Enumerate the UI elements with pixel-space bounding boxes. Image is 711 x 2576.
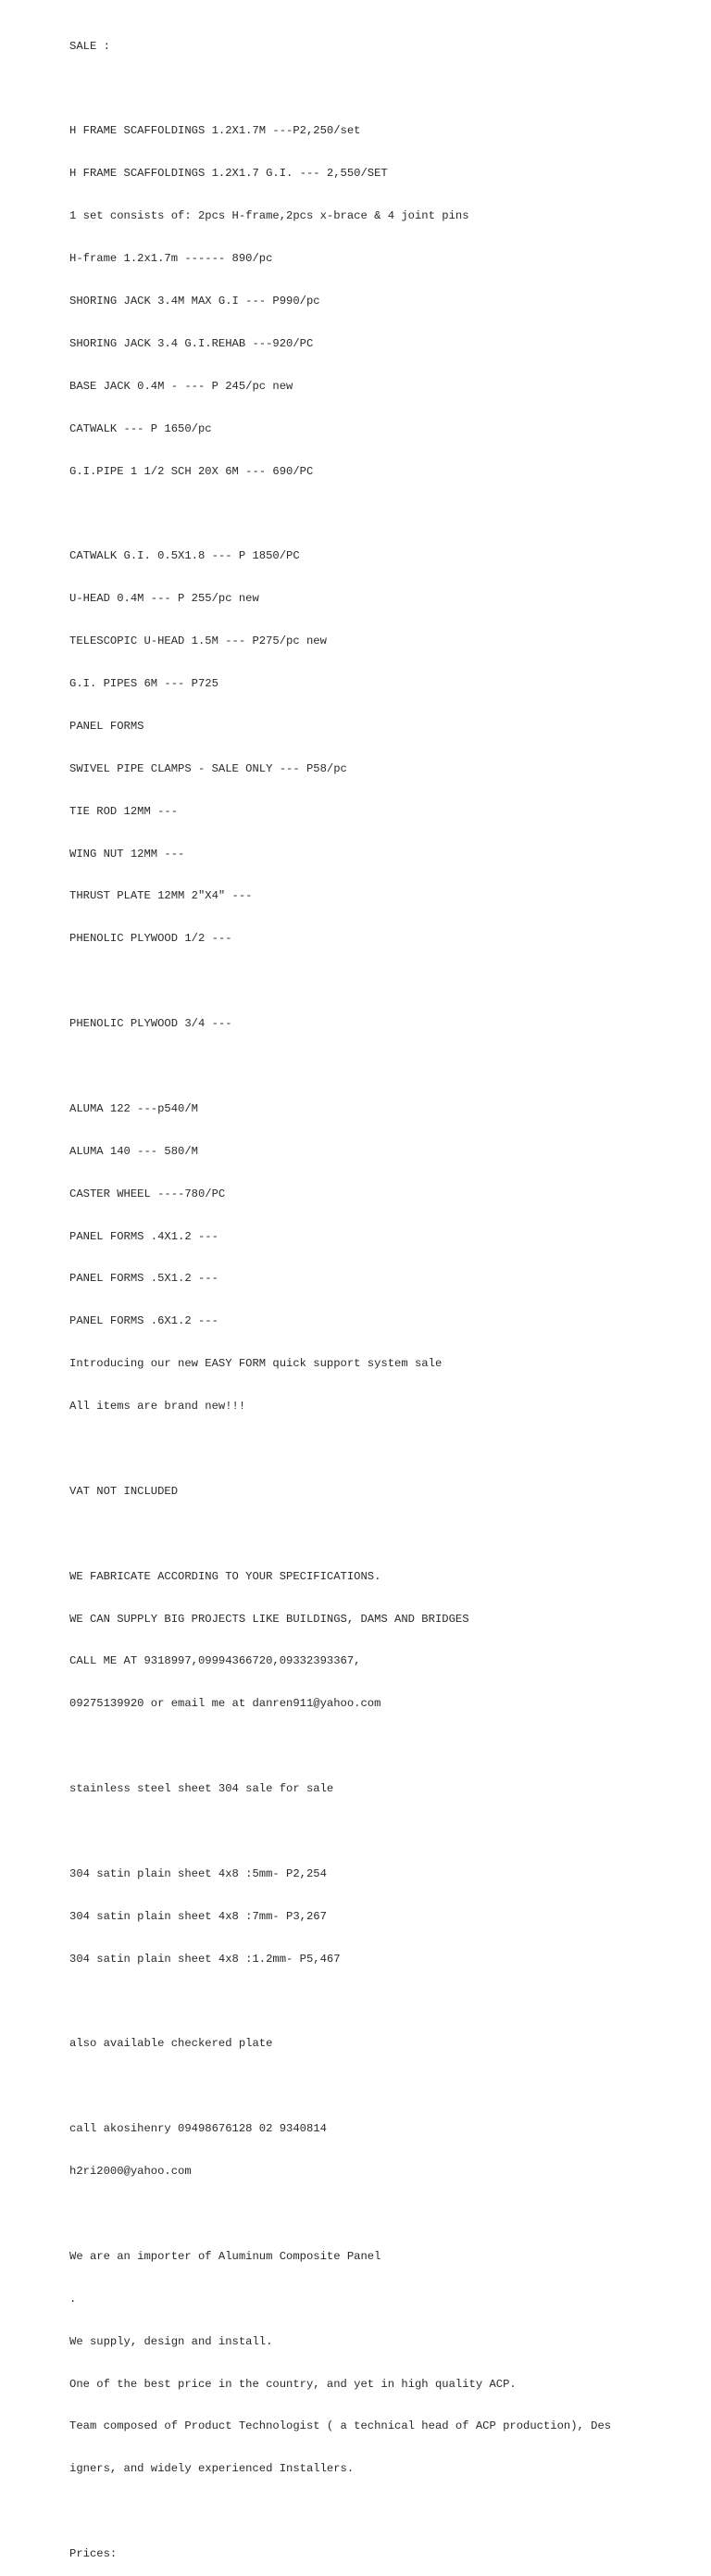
text-line: PHENOLIC PLYWOOD 3/4 ---	[69, 1017, 232, 1031]
text-line: H FRAME SCAFFOLDINGS 1.2X1.7 G.I. --- 2,550/SET	[69, 167, 388, 181]
blank-line	[69, 2505, 690, 2519]
text-line: PANEL FORMS	[69, 719, 144, 733]
text-line: BASE JACK 0.4M - --- P 245/pc new	[69, 379, 293, 393]
text-line: .	[69, 2292, 77, 2306]
text-line: 304 satin plain sheet 4x8 :5mm- P2,254	[69, 1866, 327, 1880]
text-line: SALE :	[69, 39, 110, 53]
text-line: CATWALK --- P 1650/pc	[69, 421, 212, 435]
text-line: SHORING JACK 3.4 G.I.REHAB ---920/PC	[69, 336, 314, 350]
blank-line	[69, 1442, 690, 1456]
text-line: We supply, design and install.	[69, 2334, 273, 2348]
text-line: also available checkered plate	[69, 2037, 273, 2051]
text-line: WE CAN SUPPLY BIG PROJECTS LIKE BUILDINGS, DAMS AND BRIDGES	[69, 1612, 469, 1626]
blank-line	[69, 507, 690, 521]
blank-line	[69, 1995, 690, 2009]
text-line: 09275139920 or email me at danren911@yahoo.com	[69, 1697, 381, 1711]
text-line: CATWALK G.I. 0.5X1.8 --- P 1850/PC	[69, 549, 300, 563]
text-line: CASTER WHEEL ----780/PC	[69, 1187, 226, 1200]
text-line: 304 satin plain sheet 4x8 :7mm- P3,267	[69, 1909, 327, 1923]
text-line: SHORING JACK 3.4M MAX G.I --- P990/pc	[69, 294, 320, 308]
text-line: 1 set consists of: 2pcs H-frame,2pcs x-brace & 4 joint pins	[69, 209, 469, 223]
text-line: PANEL FORMS .4X1.2 ---	[69, 1229, 218, 1243]
blank-line	[69, 2080, 690, 2093]
text-line: 304 satin plain sheet 4x8 :1.2mm- P5,467	[69, 1952, 341, 1966]
text-line: H-frame 1.2x1.7m ------ 890/pc	[69, 252, 273, 266]
text-line: PANEL FORMS .6X1.2 ---	[69, 1314, 218, 1328]
blank-line	[69, 1527, 690, 1541]
text-line: VAT NOT INCLUDED	[69, 1484, 179, 1498]
text-line: G.I. PIPES 6M --- P725	[69, 676, 218, 690]
text-line: h2ri2000@yahoo.com	[69, 2165, 192, 2179]
text-line: We are an importer of Aluminum Composite Panel	[69, 2249, 381, 2263]
text-line: Team composed of Product Technologist ( a technical head of ACP production), Des	[69, 2419, 612, 2433]
text-line: G.I.PIPE 1 1/2 SCH 20X 6M --- 690/PC	[69, 464, 314, 478]
text-line: Prices:	[69, 2547, 118, 2561]
text-line: One of the best price in the country, and yet in high quality ACP.	[69, 2377, 517, 2391]
text-line: All items are brand new!!!	[69, 1400, 246, 1414]
text-line: PANEL FORMS .5X1.2 ---	[69, 1272, 218, 1286]
blank-line	[69, 974, 690, 988]
text-line: H FRAME SCAFFOLDINGS 1.2X1.7M ---P2,250/set	[69, 124, 361, 138]
text-line: WING NUT 12MM ---	[69, 847, 185, 861]
blank-line	[69, 1740, 690, 1753]
text-line: TELESCOPIC U-HEAD 1.5M --- P275/pc new	[69, 635, 327, 648]
text-line: THRUST PLATE 12MM 2"X4" ---	[69, 889, 253, 903]
blank-line	[69, 2207, 690, 2221]
text-line: igners, and widely experienced Installers.	[69, 2462, 355, 2476]
text-line: TIE ROD 12MM ---	[69, 804, 179, 818]
text-line: U-HEAD 0.4M --- P 255/pc new	[69, 592, 259, 606]
text-line: call akosihenry 09498676128 02 9340814	[69, 2122, 327, 2136]
document-body	[69, 11, 690, 2576]
blank-line	[69, 82, 690, 95]
text-line: stainless steel sheet 304 sale for sale	[69, 1782, 334, 1796]
blank-line	[69, 1825, 690, 1839]
blank-line	[69, 1060, 690, 1074]
text-line: ALUMA 122 ---p540/M	[69, 1101, 198, 1115]
text-line: PHENOLIC PLYWOOD 1/2 ---	[69, 932, 232, 946]
text-line: CALL ME AT 9318997,09994366720,09332393367,	[69, 1654, 361, 1668]
text-line: WE FABRICATE ACCORDING TO YOUR SPECIFICATIONS.	[69, 1569, 381, 1583]
text-line: SWIVEL PIPE CLAMPS - SALE ONLY --- P58/pc	[69, 761, 347, 775]
text-line: Introducing our new EASY FORM quick support system sale	[69, 1357, 443, 1371]
text-line: ALUMA 140 --- 580/M	[69, 1144, 198, 1158]
